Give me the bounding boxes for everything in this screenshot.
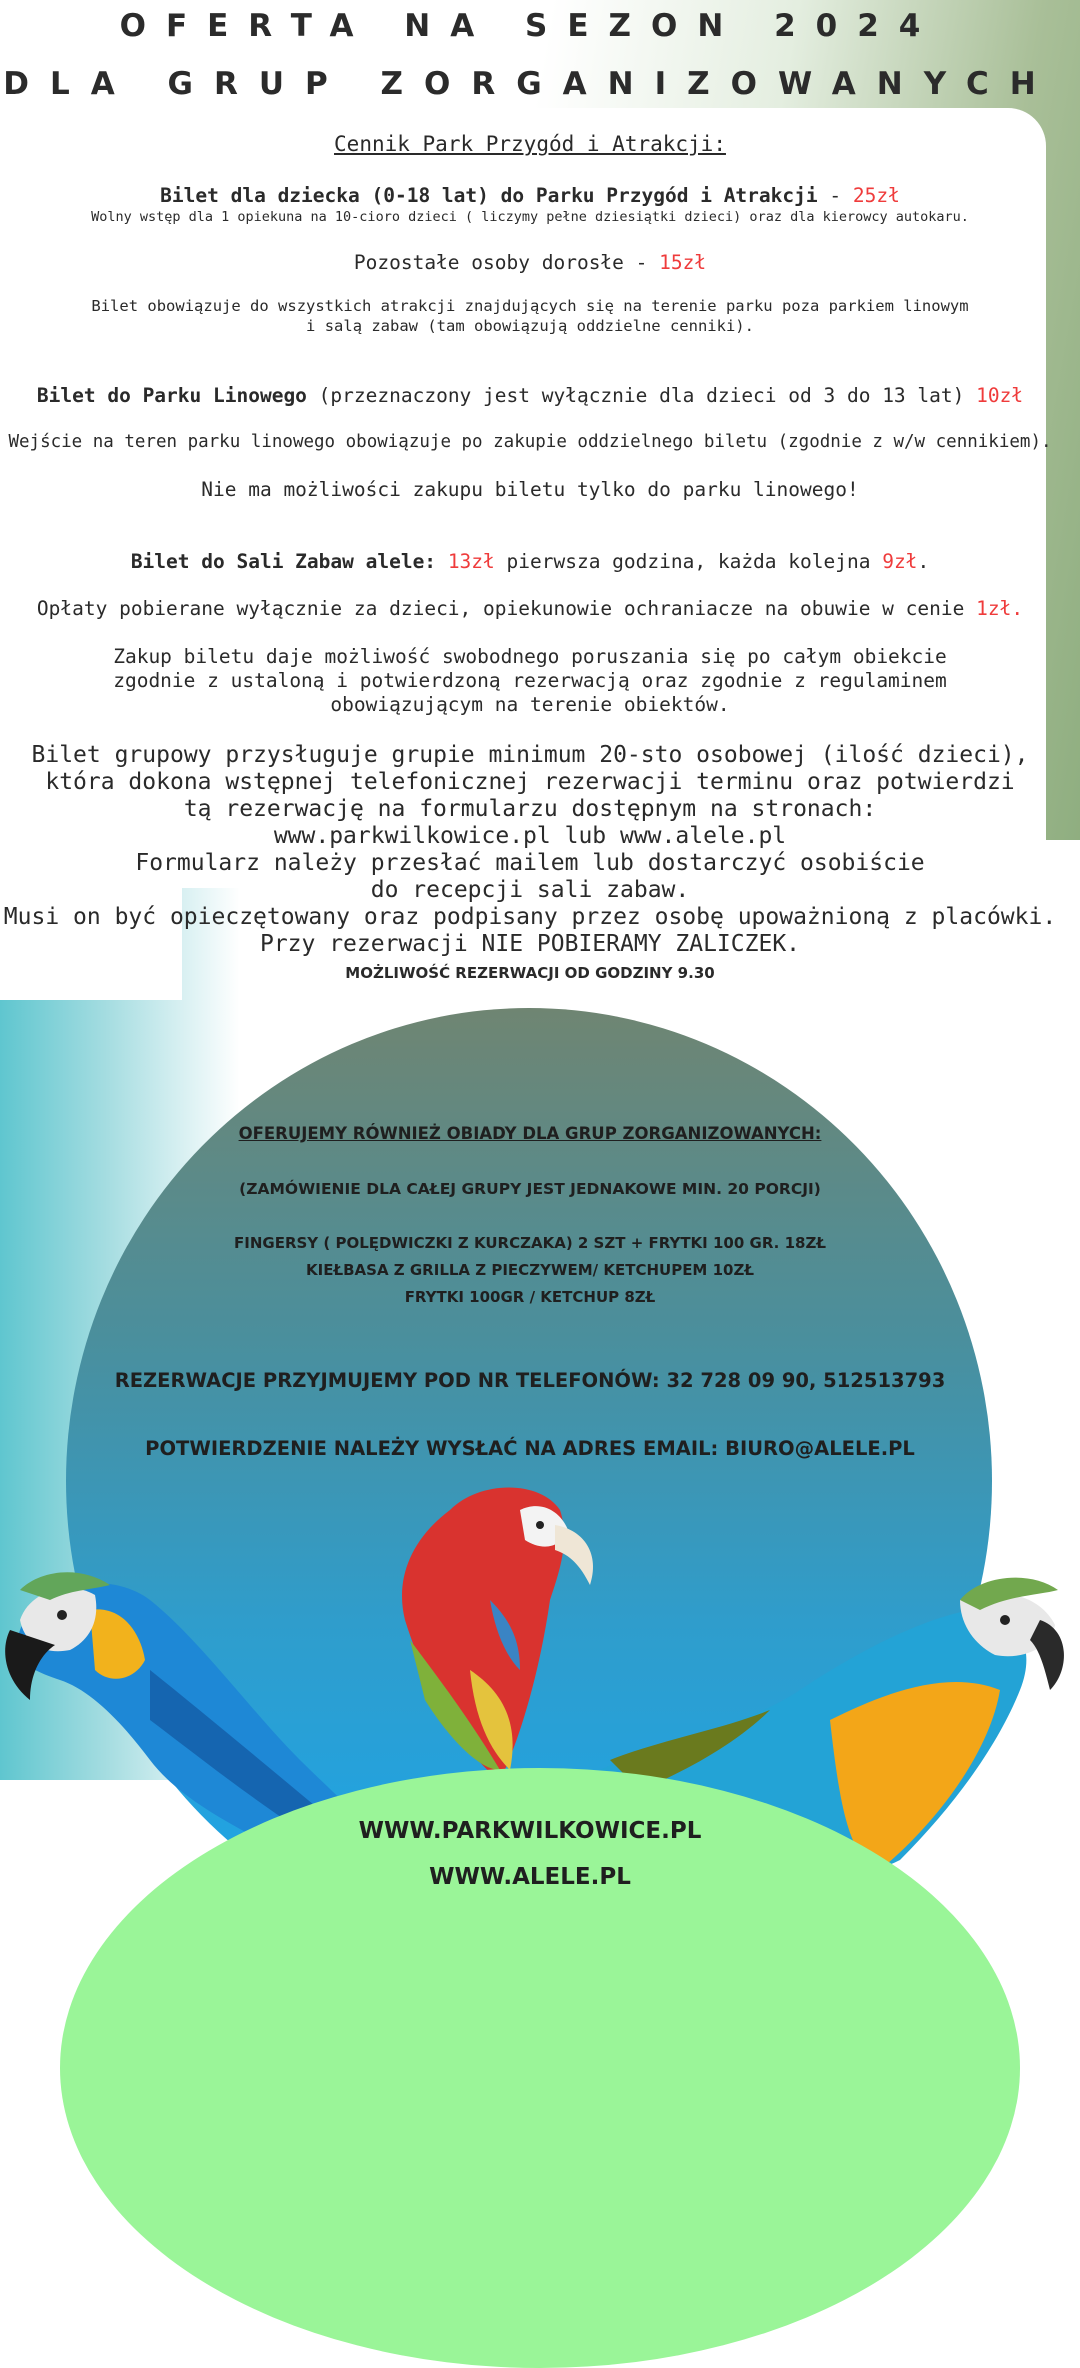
rope-ticket-line — [0, 384, 1060, 407]
meals-item-1: FINGERSY ( POLĘDWICZKI Z KURCZAKA) 2 SZT + FRYTKI 100 GR. 18ZŁ — [234, 1234, 826, 1252]
playroom-ticket-line — [0, 550, 1060, 573]
contact-email: POTWIERDZENIE NALEŻY WYSŁAĆ NA ADRES EMAIL: BIURO@ALELE.PL — [145, 1437, 915, 1460]
rope-ticket-note: Wejście na teren parku linowego obowiązuje po zakupie oddzielnego biletu (zgodnie z w/w cennikiem). — [8, 432, 1052, 452]
pricing-title: Cennik Park Przygód i Atrakcji: — [334, 132, 726, 156]
child-ticket-label: Bilet dla dziecka (0-18 lat) do Parku Przygód i Atrakcji — [160, 184, 818, 207]
validity-line-2: i salą zabaw (tam obowiązują oddzielne cenniki). — [306, 317, 754, 335]
meals-item-2: KIEŁBASA Z GRILLA Z PIECZYWEM/ KETCHUPEM 10ZŁ — [306, 1261, 754, 1279]
purchase-line-1: Zakup biletu daje możliwość swobodnego poruszania się po całym obiekcie — [113, 645, 947, 668]
meals-item-3: FRYTKI 100GR / KETCHUP 8ZŁ — [404, 1288, 656, 1306]
group-line-5: Formularz należy przesłać mailem lub dostarczyć osobiście — [135, 850, 925, 876]
child-ticket-line — [0, 184, 1060, 207]
header-line-1: OFERTA NA SEZON 2024 — [119, 8, 941, 44]
group-line-8: Przy rezerwacji NIE POBIERAMY ZALICZEK. — [259, 931, 801, 957]
rope-ticket-warning: Nie ma możliwości zakupu biletu tylko do parku linowego! — [201, 478, 859, 501]
booking-hours: MOŻLIWOŚĆ REZERWACJI OD GODZINY 9.30 — [345, 964, 715, 982]
adults-label: Pozostałe osoby dorosłe - — [353, 251, 660, 274]
group-line-1: Bilet grupowy przysługuje grupie minimum 20-sto osobowej (ilość dzieci), — [31, 742, 1029, 768]
group-line-3: tą rezerwację na formularzu dostępnym na stronach: — [183, 796, 877, 822]
header-line-2: DLA GRUP ZORGANIZOWANYCH — [3, 66, 1057, 102]
meals-note: (ZAMÓWIENIE DLA CAŁEJ GRUPY JEST JEDNAKOWE MIN. 20 PORCJI) — [239, 1180, 821, 1198]
adults-line — [0, 251, 1060, 274]
group-line-2: która dokona wstępnej telefonicznej rezerwacji terminu oraz potwierdzi — [45, 769, 1015, 795]
footer-link-alele[interactable]: WWW.ALELE.PL — [429, 1864, 631, 1890]
rope-ticket-label: Bilet do Parku Linowego — [36, 384, 307, 407]
playroom-end: . — [917, 550, 930, 573]
adults-price: 15zł — [659, 251, 707, 274]
rope-ticket-price: 10zł — [976, 384, 1024, 407]
fees-price: 1zł — [976, 597, 1012, 620]
playroom-mid-text: pierwsza godzina, każda kolejna — [494, 550, 883, 573]
fees-line — [0, 597, 1060, 620]
validity-line-1: Bilet obowiązuje do wszystkich atrakcji znajdujących się na terenie parku poza parkiem linowym — [91, 297, 969, 315]
meals-title: OFERUJEMY RÓWNIEŻ OBIADY DLA GRUP ZORGANIZOWANYCH: — [238, 1124, 822, 1143]
child-ticket-dash: - — [817, 184, 853, 207]
contact-phones: REZERWACJE PRZYJMUJEMY POD NR TELEFONÓW: 32 728 09 90, 512513793 — [114, 1369, 946, 1392]
playroom-price-first: 13zł — [447, 550, 495, 573]
purchase-line-2: zgodnie z ustaloną i potwierdzoną rezerwacją oraz zgodnie z regulaminem — [113, 669, 947, 692]
child-ticket-price: 25zł — [852, 184, 900, 207]
group-line-4: www.parkwilkowice.pl lub www.alele.pl — [273, 823, 787, 849]
footer-link-parkwilkowice[interactable]: WWW.PARKWILKOWICE.PL — [358, 1818, 702, 1844]
footer-green-arc — [60, 1768, 1020, 2368]
red-macaw-center-illustration — [390, 1470, 620, 1790]
group-line-6: do recepcji sali zabaw. — [370, 877, 690, 903]
playroom-ticket-label: Bilet do Sali Zabaw alele: — [130, 550, 437, 573]
child-ticket-note: Wolny wstęp dla 1 opiekuna na 10-cioro dzieci ( liczymy pełne dziesiątki dzieci) oraz dla kierowcy autokaru. — [91, 209, 969, 225]
fees-end: . — [1011, 597, 1024, 620]
group-line-7: Musi on być opieczętowany oraz podpisany przez osobę upoważnioną z placówki. — [3, 904, 1057, 930]
playroom-price-next: 9zł — [882, 550, 918, 573]
purchase-line-3: obowiązującym na terenie obiektów. — [330, 693, 730, 716]
rope-ticket-desc: (przeznaczony jest wyłącznie dla dzieci od 3 do 13 lat) — [306, 384, 977, 407]
fees-text: Opłaty pobierane wyłącznie za dzieci, opiekunowie ochraniacze na obuwie w cenie — [36, 597, 977, 620]
